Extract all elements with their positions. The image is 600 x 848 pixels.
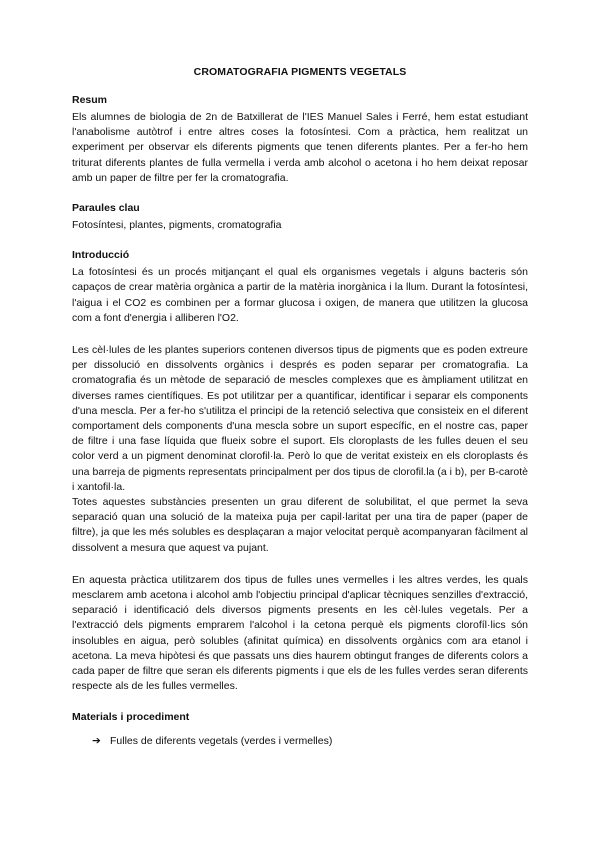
- materials-list: [92, 734, 528, 749]
- keywords-text: Fotosíntesi, plantes, pigments, cromatografia: [72, 219, 282, 232]
- materials-heading: Materials i procediment: [72, 710, 190, 723]
- arrow-right-icon: ➔: [92, 734, 101, 747]
- introduccio-heading: Introducció: [72, 249, 130, 262]
- list-item-text: Fulles de diferents vegetals (verdes i vermelles): [110, 734, 333, 747]
- resum-text: Els alumnes de biologia de 2n de Batxillerat de l'IES Manuel Sales i Ferré, hem estat estudiant l'anabolisme autòtrof i entre altres coses la fotosíntesi. Com a pràctica, hem realitzat un experiment per observar els diferents pigments que tenen diferents plantes. Per a fer-ho hem triturat diferents plantes de fulla vermella i verda amb alcohol o acetona i ho hem deixat reposar amb un paper de filtre per fer la cromatografia.: [72, 111, 528, 184]
- intro-paragraph-2: Les cèl·lules de les plantes superiors contenen diversos tipus de pigments que es poden extreure per dissolució en dissolvents orgànics i després es poden separar per cromatografia. La cromatografia és un mètode de separació de mescles complexes que es àmpliament utilitzat en diverses rames científiques. Es pot utilitzar per a quantificar, identificar i separar els components d'una mescla. Per a fer-ho s'utilitza el principi de la retenció selectiva que consisteix en el diferent comportament dels components d'una mescla sobre un suport específic, en el nostre cas, paper de filtre i una fase líquida que flueix sobre el suport. Els cloroplasts de les fulles deuen el seu color verd a un pigment denominat clorofil·la. Però lo que de veritat existeix en els cloroplasts és una barreja de pigments representats principalment per dos tipus de clorofil.la (a i b), per B-carotè i xantofil·la.: [72, 344, 528, 493]
- document-title: CROMATOGRAFIA PIGMENTS VEGETALS: [193, 66, 407, 78]
- intro-paragraph-1: La fotosíntesi és un procés mitjançant el qual els organismes vegetals i alguns bacteris són capaços de crear matèria orgànica a partir de la matèria inorgànica i la llum. Durant la fotosíntesi, l'aigua i el CO2 es combinen per a formar glucosa i oxigen, de manera que utilitzen la glucosa com a font d'energia i alliberen l'O2.: [72, 266, 528, 324]
- intro-paragraph-3: Totes aquestes substàncies presenten un grau diferent de solubilitat, el que permet la seva separació quan una solució de la mateixa puja per capil·laritat per una tira de paper (paper de filtre), ja que les més solubles es desplaçaran a major velocitat perquè acompanyaran fàcilment al dissolvent a mesura que aquest va pujant.: [72, 496, 528, 554]
- document-page: [72, 66, 528, 749]
- intro-paragraph-4: En aquesta pràctica utilitzarem dos tipus de fulles unes vermelles i les altres verdes, les quals mesclarem amb acetona i alcohol amb l'objectiu principal d'aplicar tècniques senzilles d'extracció, separació i identificació dels diversos pigments presents en les cèl·lules vegetals. Per a l'extracció dels pigments emprarem l'alcohol i la cetona perquè els pigments clorofíl·lics són insolubles en aigua, però solubles (afinitat química) en dissolvents orgànics com ara etanol i acetona. La meva hipòtesi és que passats uns dies haurem obtingut franges de diferents colors a cada paper de filtre que seran els diferents pigments i que els de les fulles verdes seran diferents respecte als de les fulles vermelles.: [72, 573, 528, 693]
- keywords-heading: Paraules clau: [72, 202, 140, 215]
- list-item: [92, 734, 528, 749]
- resum-heading: Resum: [72, 94, 108, 106]
